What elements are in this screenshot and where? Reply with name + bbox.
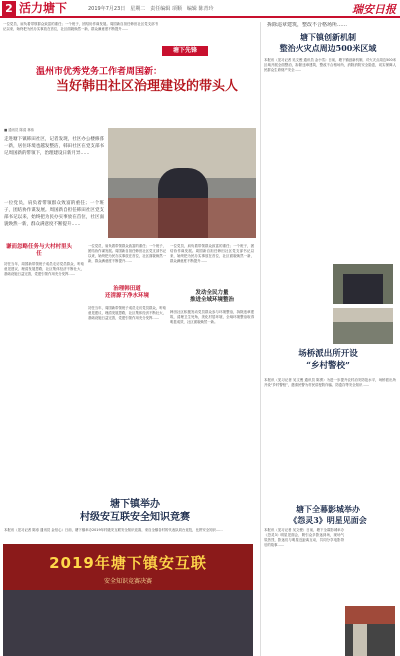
film-event-photo <box>345 606 395 656</box>
right-mid-headline: 场桥派出所开设 “乡村警校” <box>298 349 358 371</box>
feature-byline: ■ 通讯员 陈清 林伟 <box>4 128 35 132</box>
police-photo-1 <box>333 264 393 304</box>
right-column <box>260 22 397 656</box>
right-top-body: 本报讯（见习记者 吴文俊 通讯员 金小雪）日前，塘下镇创新机制，对火灾点周边500米区域开展全面整治，拆除违章建筑，整改不合格场所，消除消防安全隐患，切实保障人民群众生命财产安全…… <box>264 58 396 72</box>
paper-logo: 瑞安日报 <box>352 3 396 16</box>
masthead <box>0 0 400 18</box>
feature-body-2: 初任当年，周国新带领班子成员走访党员群众，听取意见建议，理清发展思路，社区集体经济不断壮大，基础设施日益完善，党建引领作用充分发挥…… <box>4 262 84 276</box>
feature-body-col2: 一位党员，肩负着带领群众致富的重任；一个班子，团结协作谋发展。周国新自担任韩田社区党支部书记以来，始终把为民办实事放在首位，社区面貌焕然一新，群众满意度不断提升…… <box>88 244 166 263</box>
feature-body: 一位党员，肩负着带领群众致富的重任；一个班子，团结协作谋发展。周国新自担任韩田社区党支部书记以来，始终把为民办实事放在首位，社区面貌焕然一新，群众满意度不断提升…… <box>4 201 104 227</box>
banner-subtitle: 安全知识竞赛决赛 <box>103 578 152 585</box>
feature-subhead-2: 治理韩田道 还清源于净水环境 <box>104 286 149 299</box>
bottom-story-headline: 塘下镇举办 村级安互联安全知识竞赛 <box>80 499 190 523</box>
feature-subhead-1: 谦而忽略任务与大村村里头任 <box>5 244 72 257</box>
feature-headline: 当好韩田社区治理建设的带头人 <box>56 79 239 94</box>
right-top-kicker: 拆除违章建筑，整改不合格场所…… <box>267 22 348 28</box>
feature-subhead-3: 发动全民力量 推进全域环境整治 <box>189 290 234 303</box>
feature-intro: 走进塘下镇韩田社区，记者发现，社区办公楼修葺一新，居住环境也越发整洁，韩田社区在党支部书记周国新的带领下，治理建设日新月异…… <box>4 137 104 156</box>
right-bottom-body: 本报讯（见习记者 吴文俊）日前，塘下全幕影城举办《怨灵3》明星见面会，吸引众多影迷到场，现场气氛热烈，影迷们与明星近距离互动，共同分享电影背后的故事…… <box>264 528 344 547</box>
feature-kicker: 温州市优秀党务工作者周国新： <box>36 67 163 77</box>
portrait-photo <box>108 128 256 238</box>
right-top-headline: 塘下镇创新机制 整治火灾点周边500米区域 <box>279 32 377 53</box>
page-number: 2 <box>2 1 16 16</box>
article-top-text: 一位党员，肩负着带领群众致富的重任；一个班子，团结协作谋发展。周国新自担任韩田社区党支部书记以来，始终把为民办实事放在首位，社区面貌焕然一新，群众满意度不断提升…… <box>3 22 158 31</box>
contest-banner-photo <box>3 544 253 656</box>
right-bottom-headline: 塘下全幕影城举办 《怨灵3》明星见面会 <box>289 504 367 525</box>
feature-body-col3b: 韩田社区积极发动党员群众参与环境整治，拆除违章建筑，清理卫生死角，美化村居环境，全域环境整治取得明显成效，社区面貌焕然一新。 <box>170 310 254 324</box>
feature-body-col2b: 初任当年，周国新带领班子成员走访党员群众，听取意见建议，理清发展思路，社区集体经济不断壮大，基础设施日益完善，党建引领作用充分发挥…… <box>88 306 166 320</box>
audience-crowd <box>3 590 253 656</box>
section-title: 活力塘下 <box>19 1 68 15</box>
feature-body-col3: 一位党员，肩负着带领群众致富的重任；一个班子，团结协作谋发展。周国新自担任韩田社区党支部书记以来，始终把为民办实事放在首位，社区面貌焕然一新，群众满意度不断提升…… <box>170 244 254 263</box>
police-photo-2 <box>333 308 393 344</box>
bottom-story-body: 本报讯（见习记者 陈寿 通讯员 金信心）日前，塘下镇举办2019年村级安互联安全知识竞赛，来自全镇各村的代表队同台竞技，比拼安全知识…… <box>4 528 223 532</box>
edition-info: 2019年7月23日 星期二 责任编辑 项顺 编辑 陈青玲 <box>88 6 214 12</box>
banner-title: 2019年塘下镇安互联 <box>49 554 207 572</box>
right-mid-body: 本报讯（见习记者 吴文俊 通讯员 陈勇）为进一步提升农村治安防范水平，场桥派出所开设“乡村警校”，邀请民警为村民讲授防诈骗、防盗窃等安全知识…… <box>264 378 396 387</box>
section-tag: 塘下先锋 <box>162 46 208 56</box>
